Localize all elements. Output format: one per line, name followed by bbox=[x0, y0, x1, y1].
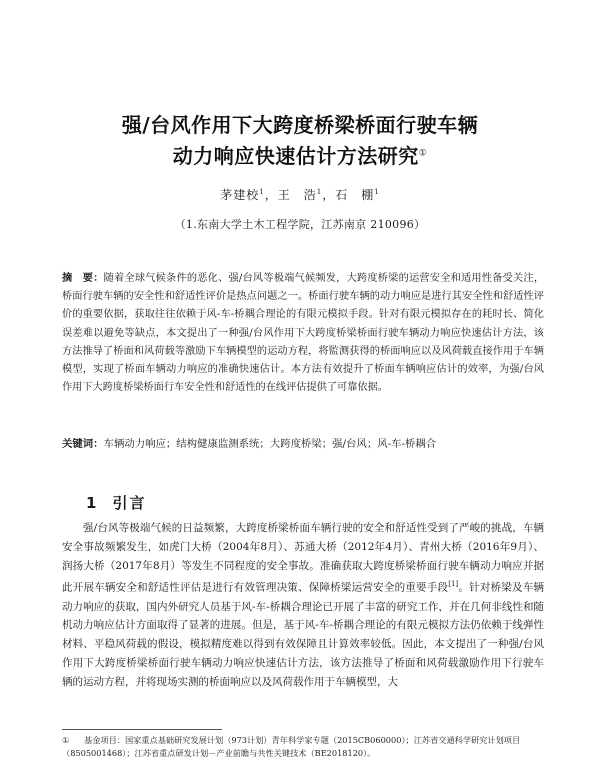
intro-text-part-2: 。针对桥梁及车辆动力响应的获取，国内外研究人员基于风-车-桥耦合理论已开展了丰富的研究工作，并在几何非线性和随机动力响应估计方面取得了显著的进展。但是，基于风-车-桥耦合理论的有限元模拟方法仍依赖于线弹性材料、平稳风荷载的假设，模拟精度难以得到有效保障且计算效率较低。因此，本文提出了一种强/台风作用下大跨度桥梁桥面行驶车辆动力响应快速估计方法，该方法推导了桥面和风荷载激励作用下行驶车辆的运动方程，并将现场实测的桥面响应以及风荷载作用于车辆模型，大 bbox=[62, 581, 545, 688]
section-number: 1 bbox=[86, 494, 99, 512]
section-title: 引言 bbox=[112, 494, 147, 512]
author-list bbox=[0, 186, 600, 203]
abstract bbox=[62, 270, 544, 397]
keywords bbox=[62, 436, 544, 452]
author-1-affil: 1 bbox=[259, 188, 265, 196]
abstract-text: 随着全球气候条件的恶化、强/台风等极端气候频发，大跨度桥梁的运营安全和适用性备受关注，桥面行驶车辆的安全性和舒适性评价是热点问题之一。桥面行驶车辆的动力响应是进行其安全性和舒适性评价的重要依据，获取往往依赖于风-车-桥耦合理论的有限元模拟手段。针对有限元模拟存在的耗时长、简化误差难以避免等缺点，本文提出了一种强/台风作用下大跨度桥梁桥面行驶车辆动力响应快速估计方法，该方法推导了桥面和风荷载等激励下车辆模型的运动方程，将監测获得的桥面响应以及风荷载直接作用于车辆模型，实现了桥面车辆动力响应的准确快速估计。本方法有效提升了桥面车辆响应估计的效率，为强/台风作用下大跨度桥梁桥面行车安全性和舒适性的在线评估提供了可靠依据。 bbox=[62, 273, 545, 394]
author-3-affil: 1 bbox=[374, 188, 380, 196]
footnote-mark: ① bbox=[62, 735, 70, 745]
title-line-2-text: 动力响应快速估计方法研究 bbox=[172, 144, 419, 168]
section-heading bbox=[86, 492, 146, 513]
footnote-rule bbox=[62, 729, 222, 730]
intro-text-part-1: 强/台风等极端气候的日益频繁，大跨度桥梁桥面车辆行驶的安全和舒适性受到了严峻的挑战，车辆安全事故频繁发生，如虎门大桥（2004年8月）、苏通大桥（2012年4月）、青州大桥（2016年9月）、润扬大桥（2017年8月）等发生不同程度的安全事故。准确获取大跨度桥梁桥面行驶车辆动力响应并据此开展车辆安全和舒适性评估是进行有效管理决策、保障桥梁运营安全的重要手段 bbox=[62, 522, 544, 594]
author-2-affil: 1 bbox=[316, 188, 323, 196]
author-1: 茅建校 bbox=[220, 188, 260, 202]
citation-ref: [1] bbox=[448, 580, 459, 589]
keywords-text: 车辆动力响应；结构健康监测系统；大跨度桥梁；强/台风；风-车-桥耦合 bbox=[103, 438, 437, 450]
abstract-label: 摘 要： bbox=[62, 273, 104, 284]
author-separator-2: ， bbox=[322, 188, 336, 202]
intro-paragraph bbox=[62, 519, 544, 692]
title-footnote-mark: ① bbox=[418, 148, 428, 159]
keywords-label: 关键词： bbox=[62, 438, 104, 450]
footnote-text: 基金项目：国家重点基础研究发展计划（973计划）青年科学家专题（2015CB060000）；江苏省交通科学研究计划项目（8505001468）；江苏省重点研发计划－产业前瞻与共性关键技术（BE2018120）。 bbox=[62, 735, 521, 758]
affiliation: （1.东南大学土木工程学院，江苏南京 210096） bbox=[174, 218, 426, 231]
paper-title-line-2 bbox=[0, 140, 600, 169]
author-2: 王 浩 bbox=[277, 188, 317, 202]
footnote bbox=[62, 734, 544, 760]
author-3: 石 棚 bbox=[335, 188, 375, 202]
author-separator-1: ， bbox=[264, 188, 278, 202]
paper-title-line-1 bbox=[0, 109, 600, 138]
title-line-1-text: 强/台风作用下大跨度桥梁桥面行驶车辆 bbox=[121, 113, 479, 137]
